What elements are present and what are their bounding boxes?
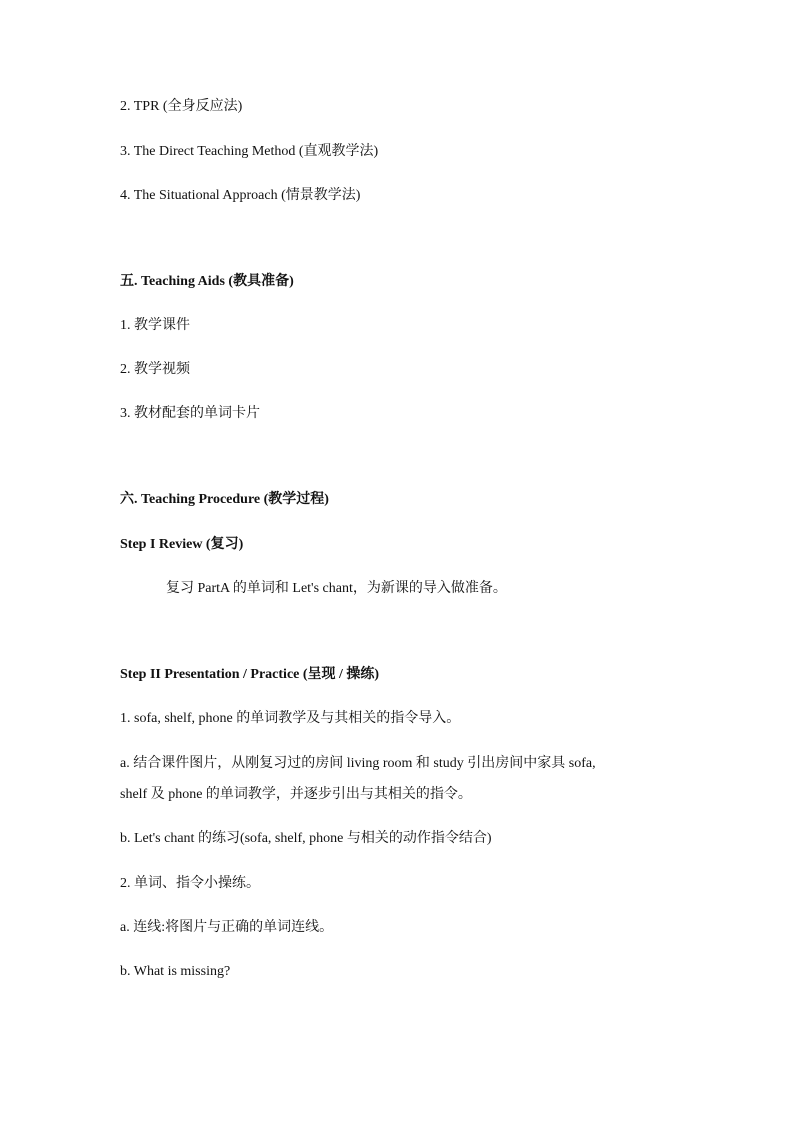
presentation-item-b: b. Let's chant 的练习(sofa, shelf, phone 与相关的动作指令结合) [120,831,492,846]
step-review-text: 复习 PartA 的单词和 Let's chant，为新课的导入做准备。 [166,581,507,596]
teaching-aid-item-video: 2. 教学视频 [120,362,190,377]
teaching-procedure-heading: 六. Teaching Procedure (教学过程) [120,492,329,507]
practice-item-2b: b. What is missing? [120,964,231,979]
presentation-item-a-line-1: a. 结合课件图片，从刚复习过的房间 living room 和 study 引出房间中家具 sofa, [120,756,596,771]
teaching-aids-heading: 五. Teaching Aids (教具准备) [120,274,294,289]
presentation-item-a-line-2: shelf 及 phone 的单词教学，并逐步引出与其相关的指令。 [120,787,472,802]
method-item-tpr: 2. TPR (全身反应法) [120,99,243,114]
step-review-title: Step I Review (复习) [120,537,244,552]
method-item-direct-teaching: 3. The Direct Teaching Method (直观教学法) [120,144,379,159]
practice-item-2a: a. 连线:将图片与正确的单词连线。 [120,920,334,935]
step-presentation-title: Step II Presentation / Practice (呈现 / 操练) [120,667,380,682]
method-item-situational: 4. The Situational Approach (情景教学法) [120,188,361,203]
teaching-aid-item-word-cards: 3. 教材配套的单词卡片 [120,406,260,421]
teaching-aid-item-courseware: 1. 教学课件 [120,318,190,333]
presentation-item-1: 1. sofa, shelf, phone 的单词教学及与其相关的指令导入。 [120,711,461,726]
practice-item-2: 2. 单词、指令小操练。 [120,876,260,891]
